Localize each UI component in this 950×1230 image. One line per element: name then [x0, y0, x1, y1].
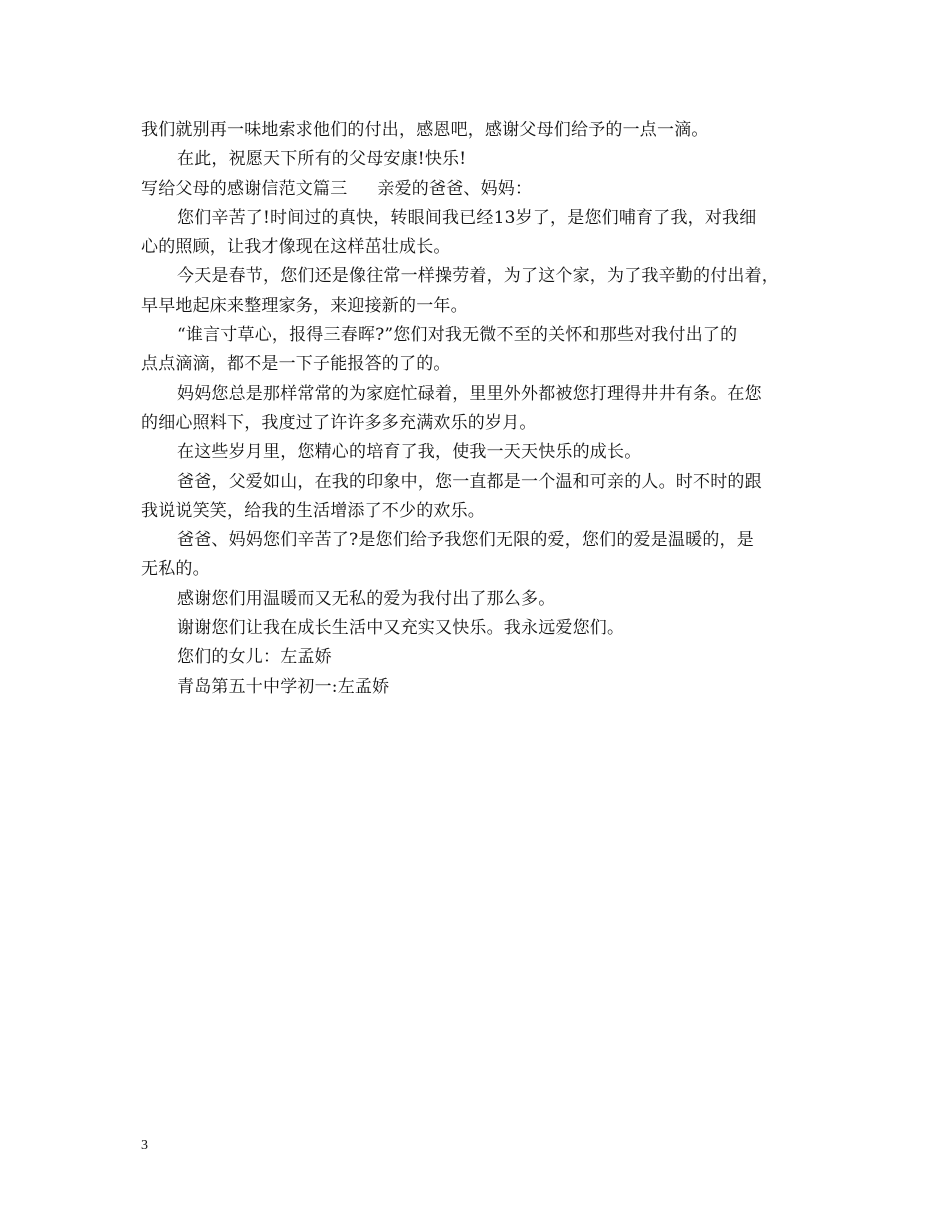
paragraph-line: 您们辛苦了!时间过的真快，转眼间我已经13岁了，是您们哺育了我，对我细: [177, 207, 757, 228]
paragraph-line: 无私的。: [141, 559, 210, 580]
paragraph-line: 早早地起床来整理家务，来迎接新的一年。: [141, 295, 468, 316]
paragraph-line: 的细心照料下，我度过了许许多多充满欢乐的岁月。: [141, 412, 537, 433]
letter-body: [141, 116, 813, 702]
page-number: 3: [141, 1138, 148, 1153]
section-title: 写给父母的感谢信范文篇三: [141, 178, 348, 199]
paragraph-line: 爸爸，父爱如山，在我的印象中，您一直都是一个温和可亲的人。时不时的跟: [177, 471, 762, 492]
paragraph-line: 在这些岁月里，您精心的培育了我，使我一天天快乐的成长。: [177, 442, 642, 463]
paragraph-line: 爸爸、妈妈您们辛苦了?是您们给予我您们无限的爱，您们的爱是温暖的，是: [177, 530, 754, 551]
salutation: 亲爱的爸爸、妈妈：: [377, 178, 533, 199]
paragraph-line: 在此，祝愿天下所有的父母安康!快乐!: [177, 149, 467, 170]
paragraph-line: 我说说笑笑，给我的生活增添了不少的欢乐。: [141, 500, 485, 521]
paragraph-line: 点点滴滴，都不是一下子能报答的了的。: [141, 354, 451, 375]
paragraph-line: 今天是春节，您们还是像往常一样操劳着，为了这个家，为了我辛勤的付出着，: [177, 266, 779, 287]
section-heading-line: [141, 175, 813, 204]
paragraph-line: 我们就别再一味地索求他们的付出，感恩吧，感谢父母们给予的一点一滴。: [141, 120, 709, 140]
signature-line: 您们的女儿：左孟娇: [177, 647, 332, 668]
paragraph-line: 心的照顾，让我才像现在这样茁壮成长。: [141, 237, 451, 258]
paragraph-line: 妈妈您总是那样常常的为家庭忙碌着，里里外外都被您打理得井井有条。在您: [177, 383, 762, 404]
paragraph-line: 感谢您们用温暖而又无私的爱为我付出了那么多。: [177, 588, 556, 609]
paragraph-line: 谢谢您们让我在成长生活中又充实又快乐。我永远爱您们。: [177, 618, 625, 639]
signature-school-line: 青岛第五十中学初一:左孟娇: [177, 676, 390, 697]
paragraph-line: “谁言寸草心，报得三春晖?”您们对我无微不至的关怀和那些对我付出了的: [177, 325, 738, 346]
